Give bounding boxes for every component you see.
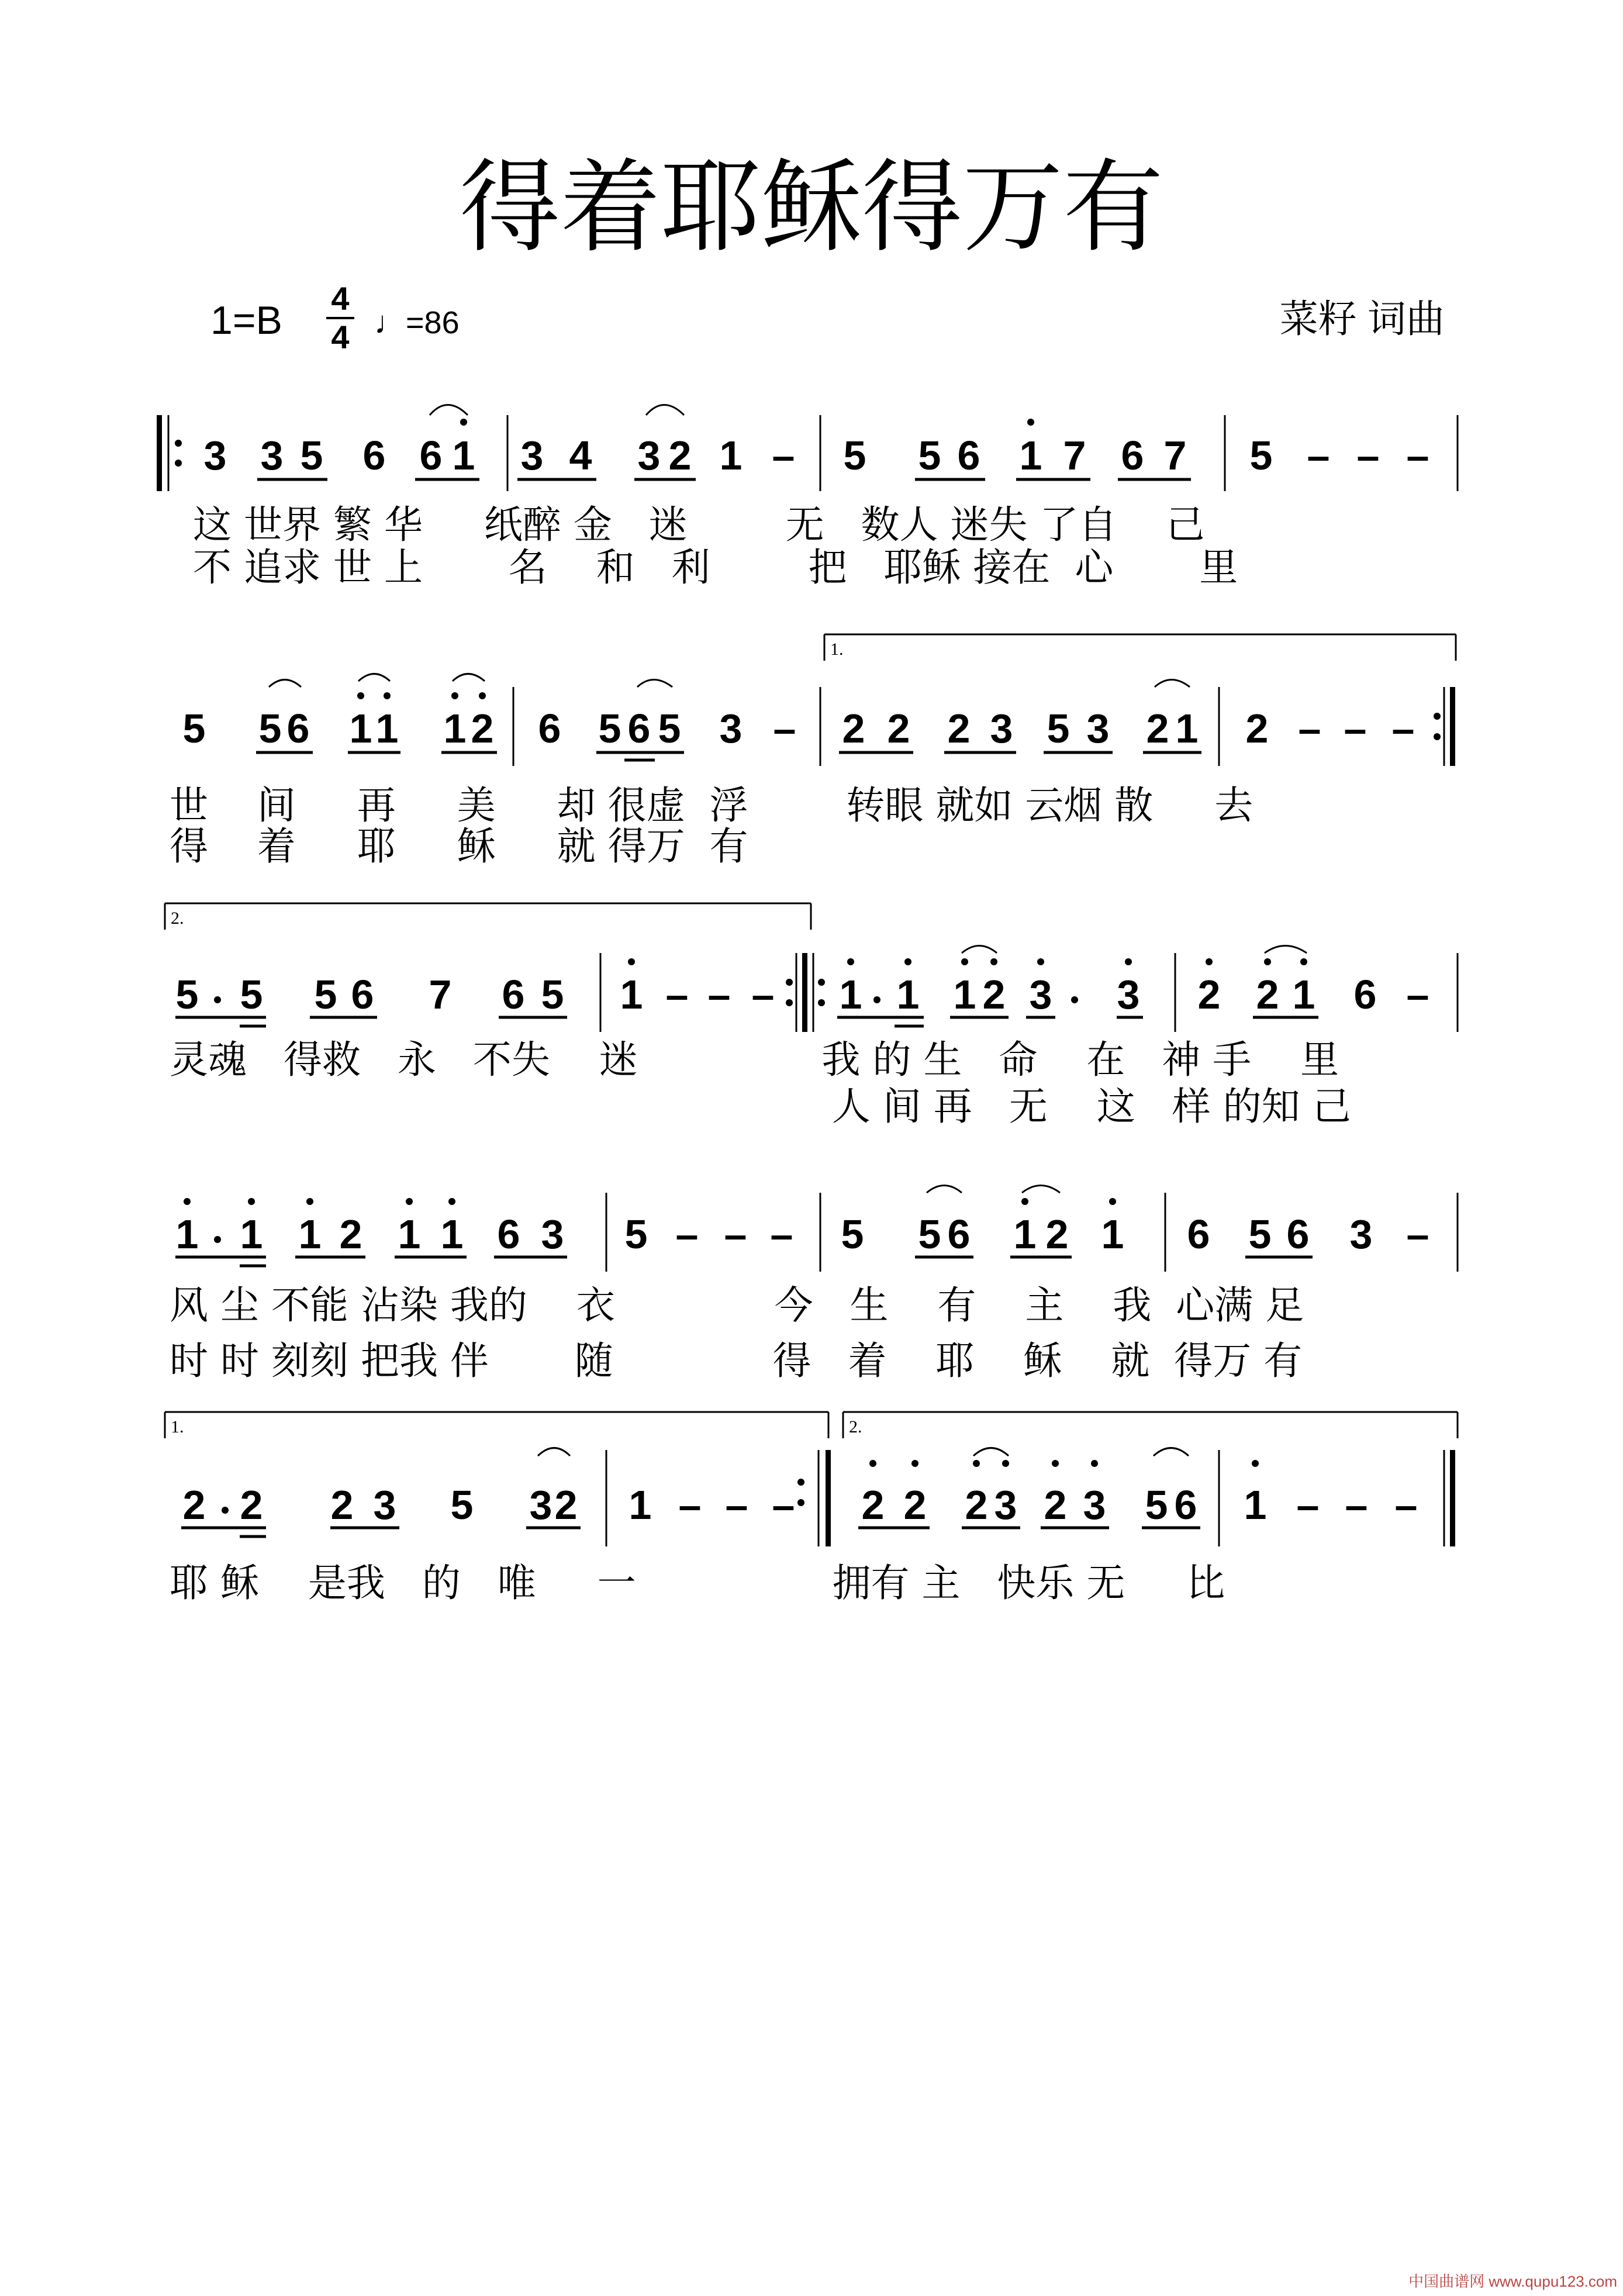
note: 2 xyxy=(339,1211,362,1257)
note: 2 xyxy=(947,706,971,751)
note: 5 xyxy=(658,706,681,751)
dash: – xyxy=(678,1482,702,1528)
note: 2 xyxy=(1245,706,1269,751)
dash: – xyxy=(1406,1211,1429,1257)
note: 3 xyxy=(1083,1482,1106,1528)
dash: – xyxy=(772,433,795,478)
time-top: 4 xyxy=(331,280,350,317)
note: 1 xyxy=(1292,972,1315,1017)
lyric-line: 得 着 耶 稣 就 得万 有 xyxy=(170,824,748,869)
dash: – xyxy=(1406,972,1429,1017)
system-2-notation xyxy=(0,626,1623,883)
note: 5 xyxy=(300,433,323,478)
note: 6 xyxy=(1174,1482,1197,1528)
note: 6 xyxy=(1121,433,1144,478)
note: 2 xyxy=(668,433,692,478)
note: 2 xyxy=(240,1482,263,1528)
dash: – xyxy=(707,972,731,1017)
note: 2 xyxy=(1256,972,1279,1017)
note: 1 xyxy=(349,706,372,751)
note: 5 xyxy=(175,972,199,1017)
system-1-notation xyxy=(0,398,1623,591)
note: 1 xyxy=(1013,1211,1037,1257)
system-3 xyxy=(0,895,1623,1158)
lyric-line: 世 间 再 美 却 很虚 浮 转眼 就如 云烟 散 去 xyxy=(170,783,1253,828)
note: 5 xyxy=(918,433,941,478)
note: 6 xyxy=(947,1211,971,1257)
lyric-line: 不 追求 世 上 名 和 利 把 耶稣 接在 心 里 xyxy=(193,545,1238,590)
time-bottom: 4 xyxy=(331,319,350,355)
dash: – xyxy=(1391,706,1415,751)
lyric-line: 时 时 刻刻 把我 伴 随 得 着 耶 稣 就 得万 有 xyxy=(170,1338,1303,1383)
note: 3 xyxy=(260,433,284,478)
note: 3 xyxy=(541,1211,564,1257)
note: 2 xyxy=(182,1482,206,1528)
note: 6 xyxy=(286,706,310,751)
note: 5 xyxy=(624,1211,648,1257)
note: 2 xyxy=(471,706,494,751)
note: 2 xyxy=(330,1482,354,1528)
tempo-mark: ♩=86 xyxy=(374,305,460,340)
site-watermark: 中国曲谱网 www.qupu123.com xyxy=(1408,2273,1617,2290)
note: 5 xyxy=(1249,433,1273,478)
note: 5 xyxy=(182,706,206,751)
note: 3 xyxy=(373,1482,396,1528)
volta-label: 2. xyxy=(849,1417,862,1437)
note: 7 xyxy=(429,972,452,1017)
note: 2 xyxy=(861,1482,885,1528)
note: 6 xyxy=(351,972,374,1017)
note: 2 xyxy=(1044,1482,1067,1528)
volta-label: 1. xyxy=(830,640,844,659)
note: 1 xyxy=(896,972,920,1017)
note: 1 xyxy=(298,1211,322,1257)
note: 1 xyxy=(620,972,643,1017)
note: 3 xyxy=(1086,706,1110,751)
dash: – xyxy=(1356,433,1380,478)
note: 4 xyxy=(569,433,592,478)
note: 1 xyxy=(629,1482,652,1528)
system-1-notes xyxy=(204,433,1429,478)
note: 3 xyxy=(529,1482,552,1528)
dash: – xyxy=(1344,706,1367,751)
note: 6 xyxy=(957,433,980,478)
note: 3 xyxy=(719,706,743,751)
dash: – xyxy=(751,972,775,1017)
note: 6 xyxy=(1353,972,1377,1017)
note: 3 xyxy=(203,433,227,478)
note: 5 xyxy=(841,1211,864,1257)
dash: – xyxy=(675,1211,699,1257)
note: 5 xyxy=(541,972,564,1017)
dash: – xyxy=(773,706,796,751)
dash: – xyxy=(770,1211,793,1257)
lyric-line: 风 尘 不能 沾染 我的 衣 今 生 有 主 我 心满 足 xyxy=(170,1283,1304,1328)
note: 5 xyxy=(314,972,337,1017)
note: 5 xyxy=(450,1482,474,1528)
system-5 xyxy=(0,1403,1623,1625)
system-5-notation xyxy=(0,1403,1623,1625)
note: 6 xyxy=(1187,1211,1210,1257)
note: 1 xyxy=(375,706,399,751)
note: 1 xyxy=(953,972,976,1017)
note: 1 xyxy=(443,706,467,751)
note: 5 xyxy=(843,433,866,478)
composer-credit: 菜籽 词曲 xyxy=(1279,297,1445,340)
time-signature xyxy=(326,282,354,354)
note: 3 xyxy=(994,1482,1017,1528)
system-2 xyxy=(0,626,1623,883)
note: 1 xyxy=(440,1211,464,1257)
note: 2 xyxy=(965,1482,988,1528)
note: 6 xyxy=(538,706,561,751)
note: 3 xyxy=(520,433,544,478)
system-4-notes xyxy=(176,1211,1429,1257)
note: 2 xyxy=(887,706,910,751)
volta-label: 2. xyxy=(171,909,184,928)
note: 1 xyxy=(175,1211,199,1257)
note: 1 xyxy=(839,972,862,1017)
note: 2 xyxy=(1045,1211,1069,1257)
dash: – xyxy=(1296,1482,1320,1528)
system-2-notes xyxy=(183,706,1415,751)
note: 5 xyxy=(918,1211,941,1257)
system-4 xyxy=(0,1163,1623,1409)
note: 1 xyxy=(1244,1482,1267,1528)
note: 7 xyxy=(1063,433,1086,478)
note: 5 xyxy=(1047,706,1070,751)
dash: – xyxy=(1394,1482,1418,1528)
note: 5 xyxy=(1145,1482,1168,1528)
key-label: 1=B xyxy=(210,298,282,343)
note: 6 xyxy=(627,706,651,751)
note: 1 xyxy=(240,1211,263,1257)
system-1 xyxy=(0,398,1623,591)
note: 5 xyxy=(258,706,282,751)
note: 6 xyxy=(502,972,525,1017)
dash: – xyxy=(725,1482,748,1528)
note: 6 xyxy=(419,433,443,478)
volta-label: 1. xyxy=(171,1417,184,1437)
note: 5 xyxy=(1248,1211,1272,1257)
note: 3 xyxy=(1349,1211,1373,1257)
note: 1 xyxy=(1019,433,1042,478)
song-title: 得着耶稣得万有 xyxy=(460,149,1163,266)
note: 2 xyxy=(554,1482,578,1528)
note: 3 xyxy=(990,706,1013,751)
note: 1 xyxy=(452,433,475,478)
note: 6 xyxy=(1286,1211,1310,1257)
note: 2 xyxy=(903,1482,927,1528)
note: 1 xyxy=(719,433,743,478)
note: 5 xyxy=(598,706,621,751)
note: 1 xyxy=(1101,1211,1124,1257)
note: 3 xyxy=(1029,972,1052,1017)
dash: – xyxy=(1307,433,1330,478)
note: 2 xyxy=(982,972,1006,1017)
note: 6 xyxy=(362,433,386,478)
note: 1 xyxy=(398,1211,421,1257)
note: 3 xyxy=(1117,972,1140,1017)
dash: – xyxy=(665,972,689,1017)
note: 3 xyxy=(637,433,661,478)
system-3-notation xyxy=(0,895,1623,1158)
dash: – xyxy=(1298,706,1321,751)
note: 5 xyxy=(240,972,263,1017)
lyric-line: 耶 稣 是我 的 唯 一 拥有 主 快乐 无 比 xyxy=(170,1560,1225,1606)
lyric-line: 灵魂 得救 永 不失 迷 我 的 生 命 在 神 手 里 xyxy=(170,1037,1339,1082)
system-4-notation xyxy=(0,1163,1623,1409)
note: 2 xyxy=(1146,706,1169,751)
dash: – xyxy=(724,1211,747,1257)
dash: – xyxy=(1345,1482,1368,1528)
note: 1 xyxy=(1175,706,1199,751)
note: 7 xyxy=(1163,433,1187,478)
lyric-line: 这 世界 繁 华 纸醉 金 迷 无 数人 迷失 了自 己 xyxy=(193,502,1205,547)
dash: – xyxy=(772,1482,795,1528)
lyric-line: 人 间 再 无 这 样 的知 己 xyxy=(170,1084,1351,1129)
dash: – xyxy=(1406,433,1429,478)
note: 2 xyxy=(842,706,865,751)
note: 6 xyxy=(497,1211,520,1257)
note: 2 xyxy=(1197,972,1221,1017)
